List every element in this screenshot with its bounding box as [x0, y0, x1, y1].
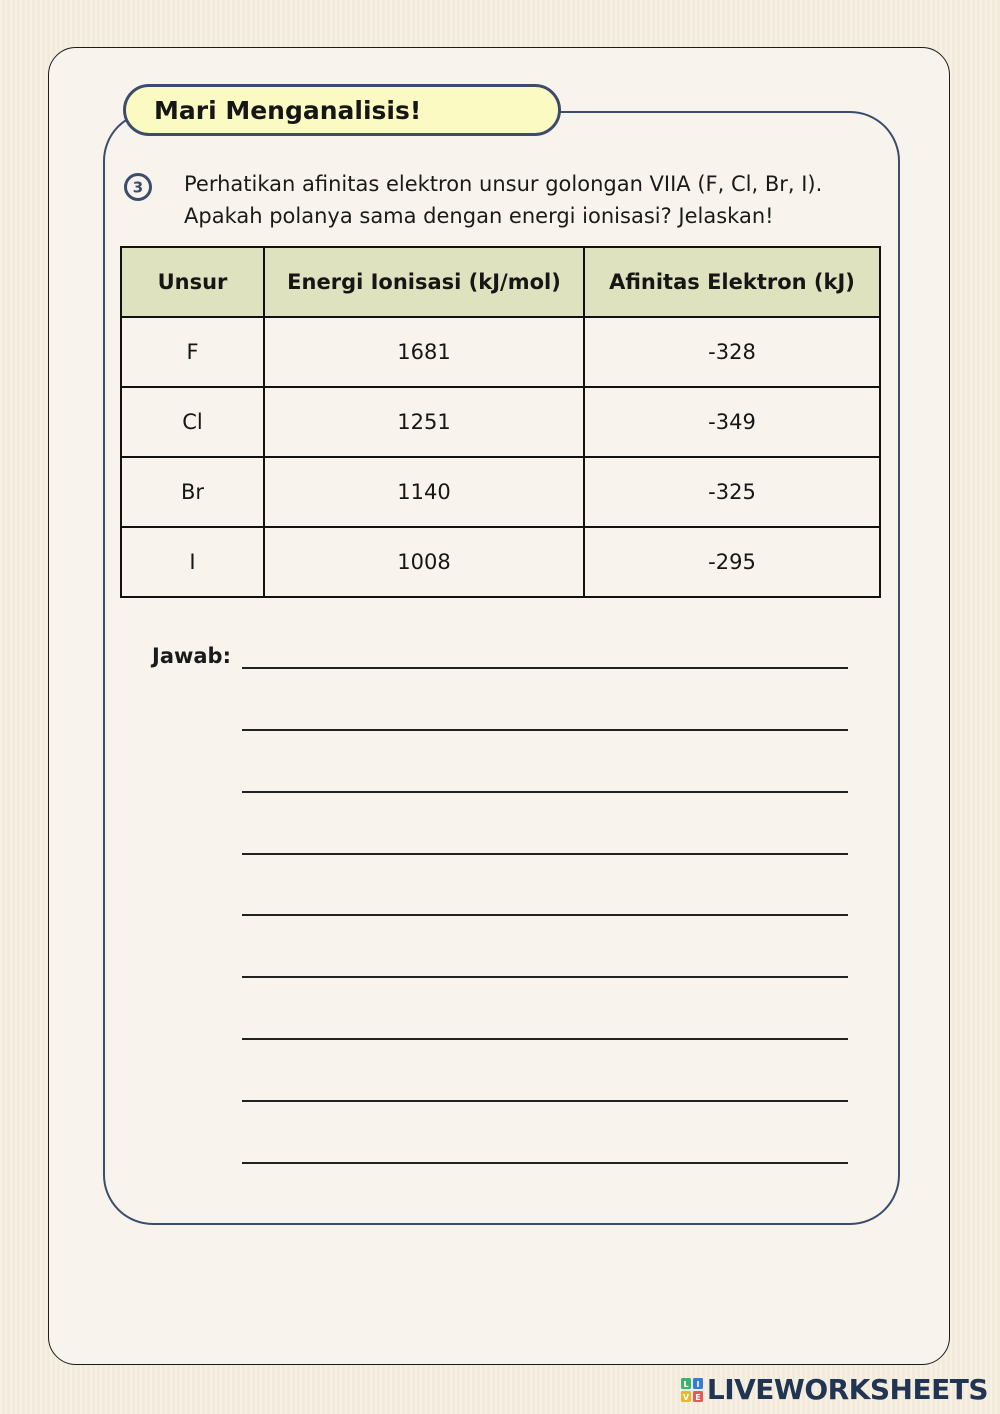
cell-energi-ionisasi: 1251: [264, 387, 584, 457]
cell-energi-ionisasi: 1140: [264, 457, 584, 527]
answer-line-3[interactable]: [242, 791, 848, 793]
answer-label: Jawab:: [152, 644, 231, 668]
header-afinitas-elektron: Afinitas Elektron (kJ): [584, 247, 880, 317]
liveworksheets-brand: [681, 1373, 988, 1406]
answer-line-5[interactable]: [242, 914, 848, 916]
cell-unsur: Br: [121, 457, 264, 527]
table-row: [121, 317, 880, 387]
table-row: [121, 457, 880, 527]
svg-text:I: I: [696, 1379, 700, 1389]
cell-afinitas-elektron: -295: [584, 527, 880, 597]
cell-unsur: Cl: [121, 387, 264, 457]
svg-text:V: V: [682, 1392, 689, 1402]
svg-text:E: E: [695, 1392, 701, 1402]
cell-energi-ionisasi: 1681: [264, 317, 584, 387]
cell-afinitas-elektron: -349: [584, 387, 880, 457]
answer-line-9[interactable]: [242, 1162, 848, 1164]
header-energi-ionisasi: Energi Ionisasi (kJ/mol): [264, 247, 584, 317]
table-row: [121, 527, 880, 597]
question-text: [184, 168, 884, 232]
liveworksheets-logo-icon: [681, 1378, 703, 1402]
answer-line-2[interactable]: [242, 729, 848, 731]
question-line-2: Apakah polanya sama dengan energi ionisasi? Jelaskan!: [184, 204, 774, 228]
header-unsur: Unsur: [121, 247, 264, 317]
section-title: [123, 84, 561, 136]
question-line-1: Perhatikan afinitas elektron unsur golongan VIIA (F, Cl, Br, I).: [184, 172, 823, 196]
section-title-text: Mari Menganalisis!: [154, 95, 422, 125]
brand-text: LIVEWORKSHEETS: [706, 1373, 988, 1406]
answer-line-1[interactable]: [242, 667, 848, 669]
svg-text:L: L: [683, 1379, 689, 1389]
table-header-row: [121, 247, 880, 317]
cell-afinitas-elektron: -328: [584, 317, 880, 387]
question-number: 3: [132, 178, 144, 197]
table-row: [121, 387, 880, 457]
cell-unsur: F: [121, 317, 264, 387]
question-number-icon: [123, 172, 153, 202]
cell-afinitas-elektron: -325: [584, 457, 880, 527]
cell-unsur: I: [121, 527, 264, 597]
answer-line-6[interactable]: [242, 976, 848, 978]
answer-line-7[interactable]: [242, 1038, 848, 1040]
data-table: [120, 246, 881, 598]
answer-line-8[interactable]: [242, 1100, 848, 1102]
cell-energi-ionisasi: 1008: [264, 527, 584, 597]
answer-line-4[interactable]: [242, 853, 848, 855]
